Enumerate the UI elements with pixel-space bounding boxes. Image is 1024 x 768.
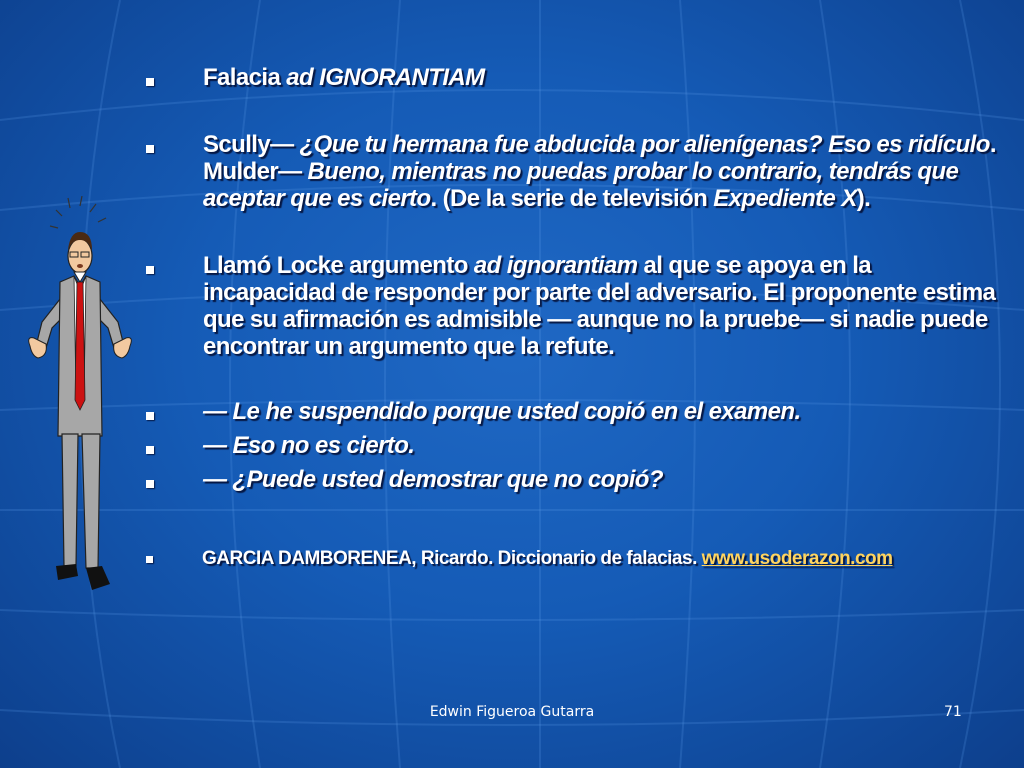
bullet-dialogue-2	[140, 432, 1000, 459]
text-plain: al que se apoya en la incapacidad de responder por parte del adversario. El proponente estima que su afirmación es admisible — aunque no la pruebe— si nadie puede encontrar un argumento que la refute.	[203, 252, 996, 360]
text-plain: Falacia	[203, 64, 287, 91]
source-link[interactable]: www.usoderazon.com	[701, 548, 893, 569]
text-italic: ad IGNORANTIAM	[286, 64, 485, 91]
bullet-scully-mulder	[140, 131, 1000, 212]
bullet-marker	[146, 266, 154, 274]
text-italic: ad ignorantiam	[473, 252, 638, 279]
bullet-dialogue-1	[140, 398, 1000, 425]
bullet-text	[203, 64, 1000, 91]
text-plain: . (De la serie de televisión	[430, 185, 714, 212]
text-plain: Scully—	[203, 131, 300, 158]
confused-businessman-clipart	[22, 196, 138, 596]
bullet-marker	[146, 446, 154, 454]
text-plain: Llamó Locke argumento	[203, 252, 474, 279]
footer-author: Edwin Figueroa Gutarra	[429, 704, 595, 720]
bullet-marker	[146, 412, 154, 420]
bullet-text	[203, 131, 1000, 212]
text-plain: . Mulder—	[203, 131, 996, 185]
bullet-marker	[146, 78, 154, 86]
bullet-text	[203, 466, 1000, 493]
bullet-marker	[146, 480, 154, 488]
bullet-locke	[140, 252, 1000, 360]
bullet-text	[203, 252, 1000, 360]
bullet-text	[203, 398, 1000, 425]
citation-text: GARCIA DAMBORENEA, Ricardo. Diccionario de falacias.	[202, 548, 702, 569]
page-number: 71	[944, 704, 962, 720]
bullet-text	[202, 547, 1000, 571]
bullet-marker	[146, 556, 153, 563]
bullet-marker	[146, 145, 154, 153]
bullet-text	[203, 432, 1000, 459]
bullet-source-citation	[140, 547, 1000, 571]
text-italic: Bueno, mientras no puedas probar lo contrario, tendrás que aceptar que es cierto	[203, 158, 959, 212]
text-italic: ¿Que tu hermana fue abducida por alienígenas? Eso es ridículo	[299, 131, 990, 158]
bullet-dialogue-3	[140, 466, 1000, 493]
text-italic: Expediente X	[713, 185, 857, 212]
text-italic: — Eso no es cierto.	[203, 432, 415, 459]
slide-content	[140, 64, 1000, 571]
text-italic: — Le he suspendido porque usted copió en el examen.	[203, 398, 801, 425]
text-italic: — ¿Puede usted demostrar que no copió?	[203, 466, 663, 493]
bullet-falacia-title	[140, 64, 1000, 91]
text-plain: ).	[856, 185, 871, 212]
